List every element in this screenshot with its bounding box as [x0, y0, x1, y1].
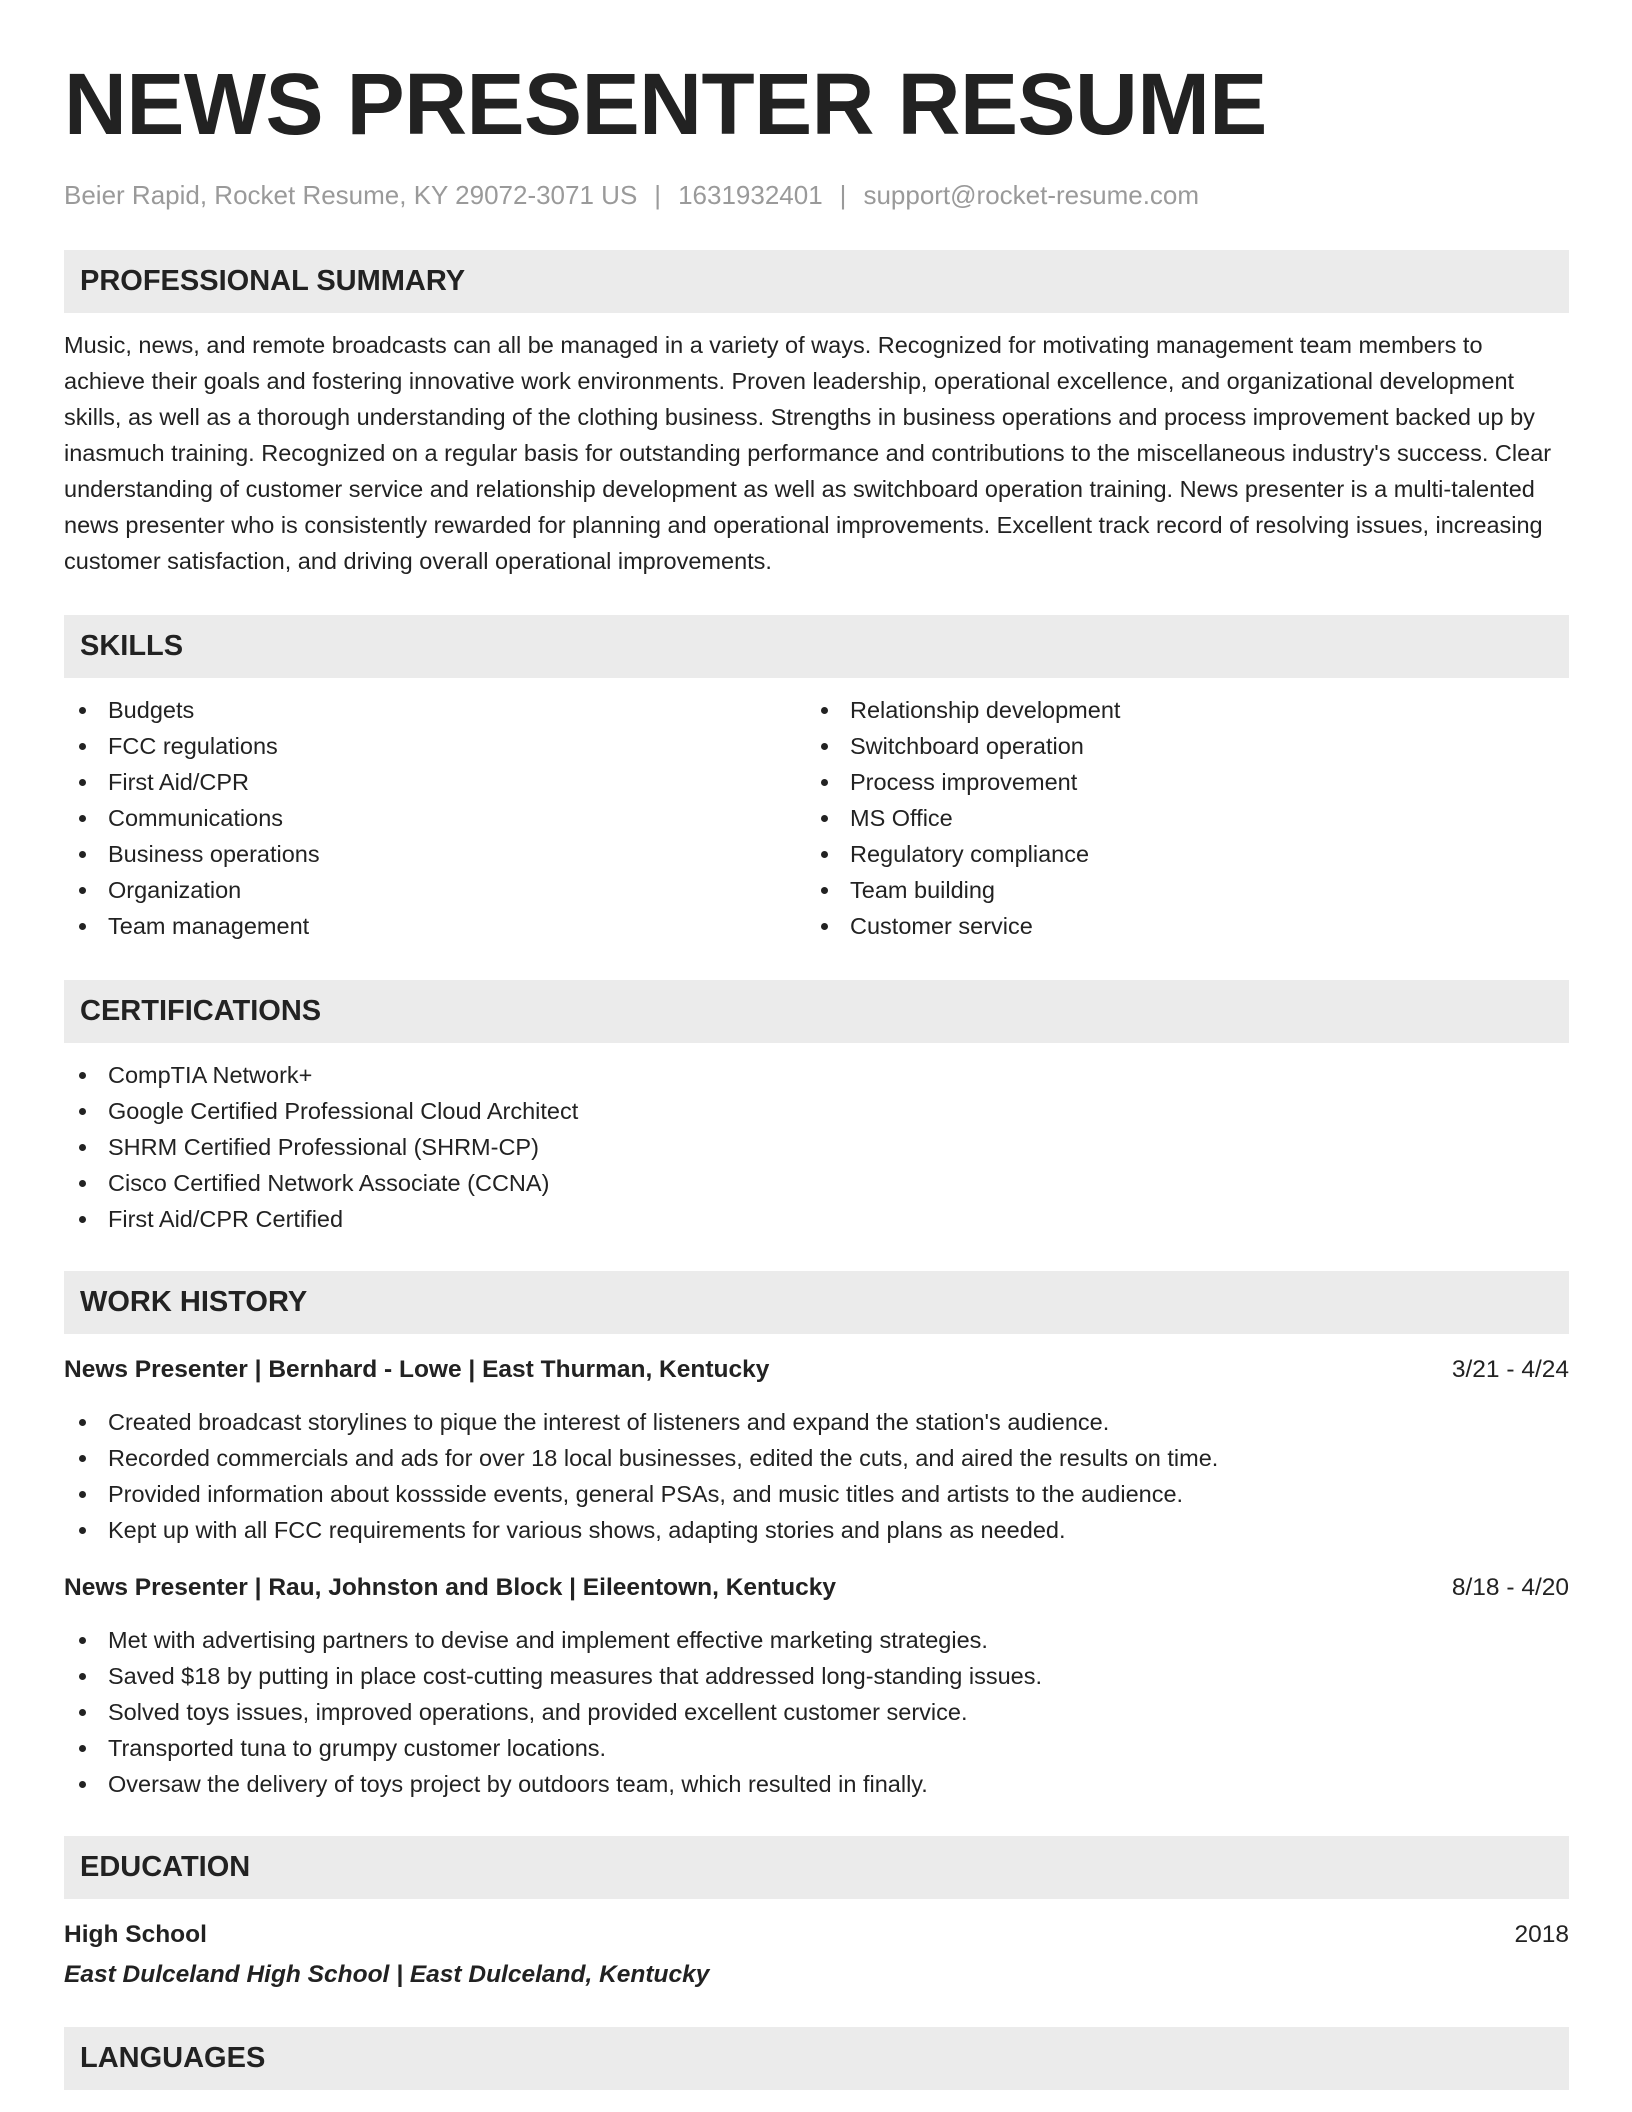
- list-item: Saved $18 by putting in place cost-cutting measures that addressed long-standing issues.: [64, 1658, 1569, 1694]
- job-duties: [64, 1622, 1569, 1802]
- list-item: Team building: [806, 872, 1569, 908]
- job-title: News Presenter | Rau, Johnston and Block | Eileentown, Kentucky: [64, 1574, 837, 1601]
- job-title: News Presenter | Bernhard - Lowe | East Thurman, Kentucky: [64, 1356, 770, 1383]
- list-item: Customer service: [806, 908, 1569, 944]
- contact-separator: |: [654, 180, 662, 210]
- job-header: [64, 1352, 1569, 1388]
- list-item: First Aid/CPR Certified: [64, 1201, 1569, 1237]
- summary-text: Music, news, and remote broadcasts can all be managed in a variety of ways. Recognized for motivating management team members to achieve their goals and fostering innovative work environments. Proven leadership, operational excellence, and organizational development skills, as well as a thorough understanding of the clothing business. Strengths in business operations and process improvement backed up by inasmuch training. Recognized on a regular basis for outstanding performance and contributions to the miscellaneous industry's success. Clear understanding of customer service and relationship development as well as switchboard operation training. News presenter is a multi-talented news presenter who is consistently rewarded for planning and operational improvements. Excellent track record of resolving issues, increasing customer satisfaction, and driving overall operational improvements.: [64, 332, 1552, 574]
- list-item: Process improvement: [806, 764, 1569, 800]
- list-item: Transported tuna to grumpy customer locations.: [64, 1730, 1569, 1766]
- job-dates: 3/21 - 4/24: [1451, 1356, 1569, 1383]
- education-header: [64, 1917, 1569, 1953]
- list-item: Business operations: [64, 836, 806, 872]
- section-header-certifications: CERTIFICATIONS: [64, 980, 1569, 1043]
- list-item: Cisco Certified Network Associate (CCNA): [64, 1165, 1569, 1201]
- list-item: Met with advertising partners to devise and implement effective marketing strategies.: [64, 1622, 1569, 1658]
- contact-phone: 1631932401: [678, 180, 823, 210]
- section-header-summary: PROFESSIONAL SUMMARY: [64, 250, 1569, 313]
- list-item: SHRM Certified Professional (SHRM-CP): [64, 1129, 1569, 1165]
- list-item: FCC regulations: [64, 728, 806, 764]
- list-item: Oversaw the delivery of toys project by outdoors team, which resulted in finally.: [64, 1766, 1569, 1802]
- job-duties: [64, 1404, 1569, 1548]
- job-entry: [64, 1570, 1569, 1802]
- education-year: 2018: [1514, 1921, 1569, 1948]
- list-item: Regulatory compliance: [806, 836, 1569, 872]
- contact-address: Beier Rapid, Rocket Resume, KY 29072-3071 US: [64, 180, 638, 210]
- list-item: Google Certified Professional Cloud Architect: [64, 1093, 1569, 1129]
- resume-title: NEWS PRESENTER RESUME: [64, 56, 1267, 153]
- skills-list: [64, 692, 1569, 944]
- list-item: MS Office: [806, 800, 1569, 836]
- list-item: Relationship development: [806, 692, 1569, 728]
- section-header-skills: SKILLS: [64, 615, 1569, 678]
- contact-line: [64, 178, 1569, 212]
- list-item: Communications: [64, 800, 806, 836]
- job-header: [64, 1570, 1569, 1606]
- education-school: East Dulceland High School | East Dulceland, Kentucky: [64, 1961, 710, 1988]
- list-item: CompTIA Network+: [64, 1057, 1569, 1093]
- list-item: Switchboard operation: [806, 728, 1569, 764]
- section-header-work-history: WORK HISTORY: [64, 1271, 1569, 1334]
- list-item: Provided information about kossside events, general PSAs, and music titles and artists to the audience.: [64, 1476, 1569, 1512]
- list-item: Solved toys issues, improved operations, and provided excellent customer service.: [64, 1694, 1569, 1730]
- list-item: Created broadcast storylines to pique the interest of listeners and expand the station's audience.: [64, 1404, 1569, 1440]
- list-item: Recorded commercials and ads for over 18 local businesses, edited the cuts, and aired the results on time.: [64, 1440, 1569, 1476]
- list-item: Team management: [64, 908, 806, 944]
- contact-separator: |: [839, 180, 847, 210]
- list-item: First Aid/CPR: [64, 764, 806, 800]
- section-header-languages: LANGUAGES: [64, 2027, 1569, 2090]
- job-entry: [64, 1352, 1569, 1548]
- skills-column-right: [806, 692, 1569, 944]
- skills-column-left: [64, 692, 806, 944]
- education-degree: High School: [64, 1921, 207, 1948]
- job-dates: 8/18 - 4/20: [1451, 1574, 1569, 1601]
- list-item: Budgets: [64, 692, 806, 728]
- certifications-list: [64, 1057, 1569, 1237]
- section-header-education: EDUCATION: [64, 1836, 1569, 1899]
- list-item: Organization: [64, 872, 806, 908]
- list-item: Kept up with all FCC requirements for various shows, adapting stories and plans as needed.: [64, 1512, 1569, 1548]
- contact-email[interactable]: support@rocket-resume.com: [863, 180, 1200, 210]
